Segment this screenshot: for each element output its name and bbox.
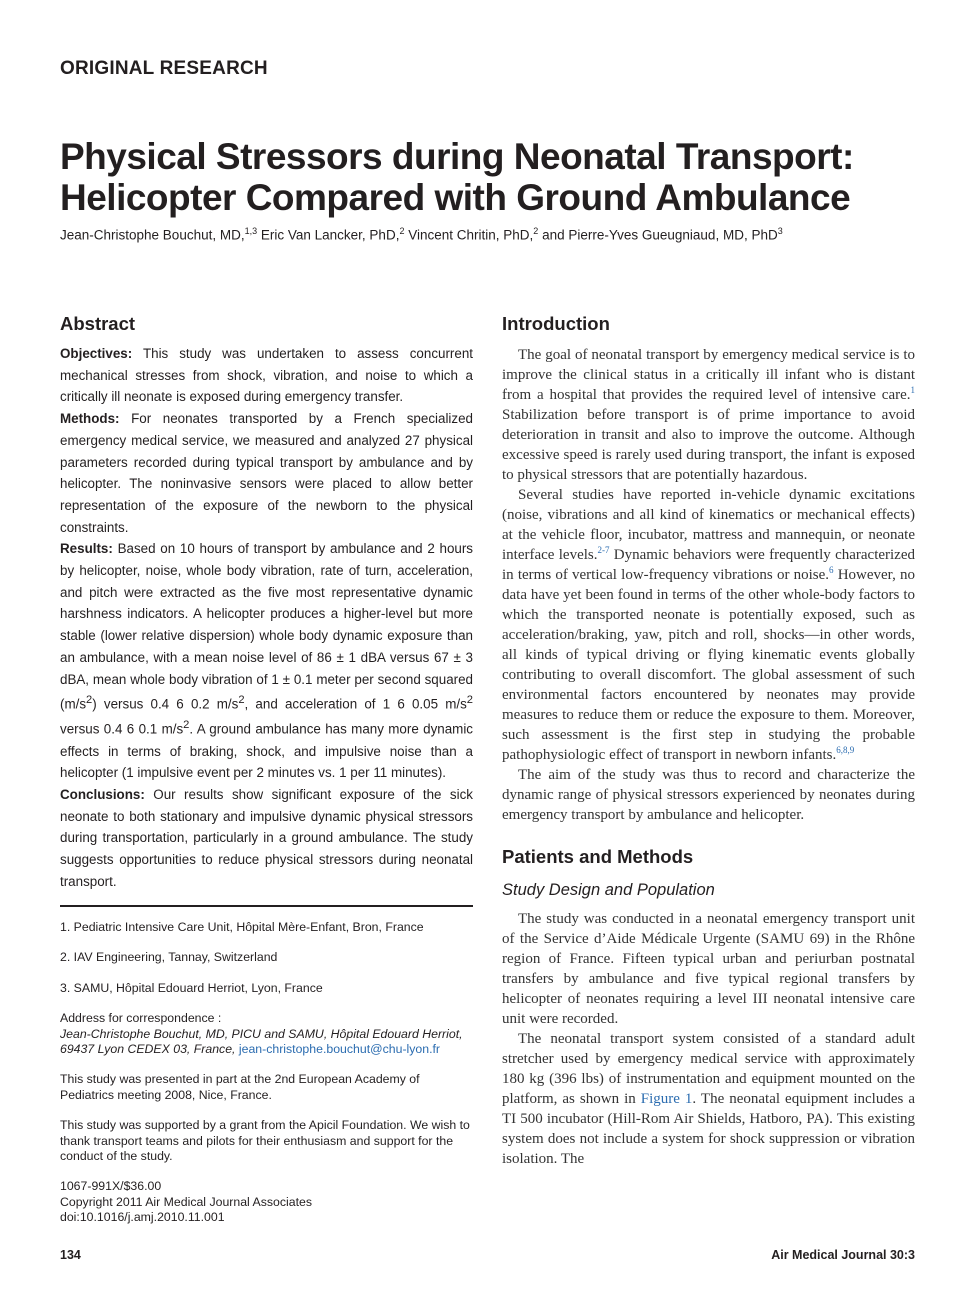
figure-link[interactable]: Figure 1 [640, 1091, 693, 1107]
intro-paragraph-3: The aim of the study was thus to record and characterize the dynamic range of physical stressors experienced by neonates during emergency transport by ambulance and helicopter. [502, 767, 915, 823]
footnotes [60, 920, 473, 1241]
paragraph-text: Several studies have reported in-vehicle dynamic excitations (noise, vibrations and all kind of kinematics or mechanical effects) at the vehicle floor, incubator, mattress and mannequin, or neonate interface levels. [502, 487, 915, 563]
methods-heading: Patients and Methods [502, 846, 694, 867]
intro-paragraph-2 [502, 485, 915, 765]
abstract-results [60, 538, 473, 784]
author-name: Jean-Christophe Bouchut, MD, [60, 227, 245, 243]
footnote-divider [60, 905, 473, 907]
introduction-heading: Introduction [502, 313, 610, 334]
intro-paragraph-1 [502, 345, 915, 485]
objectives-label: Objectives: [60, 346, 133, 361]
author-affiliation: 3 [777, 226, 783, 236]
superscript: 2 [466, 694, 473, 707]
superscript: 2 [238, 694, 245, 707]
author-affiliation: 1,3 [244, 226, 258, 236]
results-text: versus 0.4 6 0.1 m/s [60, 721, 184, 737]
copyright: Copyright 2011 Air Medical Journal Associates [60, 1194, 312, 1209]
author-name: and Pierre-Yves Gueugniaud, MD, PhD [542, 227, 778, 243]
conclusions-label: Conclusions: [60, 787, 145, 802]
objectives-text: This study was undertaken to assess concurrent mechanical stresses from shock, vibration, and noise to which a critically ill neonate is exposed during emergency transfer. [60, 346, 473, 405]
doi: doi:10.1016/j.amj.2010.11.001 [60, 1210, 225, 1225]
paragraph-text: However, no data have yet been found in terms of the other whole-body factors to which the transported neonate is potentially exposed, such as acceleration/braking, yaw, pitch and roll, shocks—in other words, all kinds of typical driving or flying kinematic events globally contributing to overall discomfort. The global assessment of such environmental factors encountered by neonates may provide measures to reduce them or reduce the exposure to them. Moreover, such assessment is the first step in studying the probable pathophysiologic effect of transport in newborn infants. [502, 567, 915, 763]
author-list [60, 226, 940, 243]
right-column [502, 312, 915, 1169]
author-name: Vincent Chritin, PhD, [408, 227, 534, 243]
results-text: . A ground ambulance has many more dynamic effects in terms of braking, shock, and impulsive noise than a helicopter (1 impulsive event per 2 minutes vs. 1 per 11 minutes). [60, 721, 474, 781]
affiliation-2: 2. IAV Engineering, Tannay, Switzerland [60, 950, 278, 965]
results-text: Based on 10 hours of transport by ambulance and 2 hours by helicopter, noise, whole body vibration, rate of turn, acceleration, and pitch were extracted as the five most representative dynamic harshness indicators. A helicopter produces a higher-level but more stable (lower relative dispersion) whole body dynamic exposure than an ambulance, with a mean noise level of 86 ± 1 dBA versus 67 ± 3 dBA, mean whole body vibration of 1 ± 0.1 meter per second squared (m/s [60, 541, 473, 712]
paragraph-text: The goal of neonatal transport by emergency medical service is to improve the clinical status in a critically ill infant who is distant from a hospital that provides the required level of intensive care. [502, 347, 915, 403]
paragraph-text: Dynamic behaviors were frequently characterized in terms of vertical low-frequency vibrations or noise. [502, 547, 915, 583]
correspondence-label: Address for correspondence : [60, 1011, 222, 1026]
affiliation-3: 3. SAMU, Hôpital Edouard Herriot, Lyon, France [60, 980, 323, 995]
citation-link[interactable]: 2-7 [597, 545, 610, 555]
author-affiliation: 2 [533, 226, 539, 236]
paragraph-text: Stabilization before transport is of prime importance to avoid deterioration in transit and also to improve the outcome. Although excessive speed is rarely used during transport, the infant is exposed to physical stressors that are potentially hazardous. [502, 407, 915, 483]
page-number: 134 [60, 1248, 81, 1262]
abstract-heading: Abstract [60, 313, 136, 334]
paragraph-text: The neonatal transport system consisted of a standard adult stretcher used by emergency medical service with approximately 180 kg (396 lbs) of instrumentation and equipment mounted on the platform, as shown in [502, 1031, 915, 1107]
methods-text: For neonates transported by a French specialized emergency medical service, we measured and analyzed 27 physical parameters recorded during typical transport by ambulance and by helicopter. The noninvasive sensors were placed to allow better representation of the exposure of the newborn to the physical constraints. [60, 411, 473, 535]
abstract-objectives [60, 343, 473, 408]
affiliation-1: 1. Pediatric Intensive Care Unit, Hôpital Mère-Enfant, Bron, France [60, 920, 424, 934]
paragraph-text: . The neonatal equipment includes a TI 500 incubator (Hill-Rom Air Shields, Hatboro, PA). This existing system does not include a system for shock suppression or vibration isolation. The [502, 1091, 916, 1167]
conclusions-text: Our results show significant exposure of the sick neonate to both stationary and impulsive dynamic physical stressors during transportation, particularly in a ground ambulance. The study suggests opportunities to reduce physical stressors during neonatal transport. [60, 787, 473, 889]
methods-paragraph-2 [502, 1029, 915, 1169]
correspondence-email[interactable]: jean-christophe.bouchut@chu-lyon.fr [238, 1042, 441, 1057]
methods-paragraph-1: The study was conducted in a neonatal emergency transport unit of the Service d’Aide Médicale Urgente (SAMU 69) in the Rhône region of France. Fifteen typical urban and periurban postnatal transfers by ambulance and five typical regional transfers by helicopter of neonates requiring a level III neonatal intensive care unit were recorded. [502, 911, 915, 1027]
abstract-conclusions [60, 784, 473, 893]
article-title [60, 136, 940, 218]
superscript: 2 [86, 694, 93, 707]
results-text: , and acceleration of 1 6 0.05 m/s [244, 696, 467, 712]
methods-label: Methods: [60, 411, 120, 427]
presentation-note: This study was presented in part at the 2nd European Academy of Pediatrics meeting 2008, Nice, France. [60, 1072, 420, 1102]
correspondence-address: Jean-Christophe Bouchut, MD, PICU and SAMU, Hôpital Edouard Herriot, 69437 Lyon CEDEX 03, France, [60, 1026, 463, 1057]
superscript: 2 [183, 719, 190, 732]
results-text: ) versus 0.4 6 0.2 m/s [92, 696, 239, 712]
citation-link[interactable]: 6 [829, 565, 834, 575]
left-column [60, 312, 473, 893]
abstract-methods [60, 408, 473, 538]
citation-link[interactable]: 6,8,9 [836, 745, 855, 755]
citation-link[interactable]: 1 [910, 385, 915, 395]
title-line-2: Helicopter Compared with Ground Ambulance [60, 177, 851, 218]
title-line-1: Physical Stressors during Neonatal Transport: [60, 136, 854, 177]
methods-subheading: Study Design and Population [502, 881, 715, 899]
section-label: ORIGINAL RESEARCH [60, 58, 268, 79]
publication-info [60, 1179, 473, 1225]
support-note: This study was supported by a grant from the Apicil Foundation. We wish to thank transport teams and pilots for their enthusiasm and support for the conduct of the study. [60, 1118, 470, 1164]
issn: 1067-991X/$36.00 [60, 1179, 162, 1194]
journal-info: Air Medical Journal 30:3 [771, 1248, 915, 1262]
correspondence [60, 1011, 473, 1057]
author-name: Eric Van Lancker, PhD, [260, 227, 400, 243]
author-affiliation: 2 [399, 226, 405, 236]
results-label: Results: [60, 541, 113, 557]
